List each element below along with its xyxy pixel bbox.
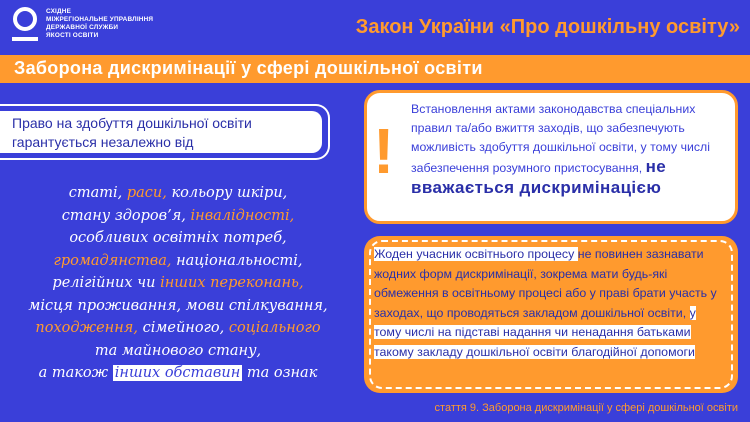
logo-line: СХІДНЕ [46,8,72,15]
criterion: а також [38,365,113,381]
criterion: та ознак [242,365,318,381]
notice-emphasis: не вважається дискримінацією [411,157,667,197]
criterion: релігійних чи [52,275,161,291]
subtitle: Заборона дискримінації у сфері дошкільної освіти [14,58,483,78]
criterion-highlight: інвалідності, [190,207,295,224]
rule-box [364,236,738,393]
logo-text [46,8,153,40]
criterion: кольору шкіри, [171,185,288,201]
criteria-line [4,362,352,385]
logo-mark-icon [12,6,38,42]
criterion-highlight: походження, [35,320,143,336]
criterion: стану здоров’я, [61,207,191,224]
criterion: національності, [176,252,303,269]
criterion: місця проживання, мови спілкування, [28,297,328,314]
criteria-line [4,205,352,228]
criterion: та майнового стану, [94,342,262,359]
logo [12,6,153,42]
rights-line-2: гарантується незалежно від [12,134,194,150]
criteria-line [4,340,352,363]
criterion: особливих освітніх потреб, [69,230,287,246]
page-title: Закон України «Про дошкільну освіту» [355,16,740,38]
criterion: статі, [68,185,127,201]
rule-part: , зокрема мати будь-які обмеження в освітньому процесі або у праві брати участь у заходах, що проводяться закладом дошкільної освіти, [374,266,717,320]
rule-part: Жоден учасник освітнього процесу [374,247,578,261]
source-caption: стаття 9. Заборона дискримінації у сфері дошкільної освіти [434,402,738,414]
criterion-highlight: раси, [126,185,172,201]
logo-line: МІЖРЕГІОНАЛЬНЕ УПРАВЛІННЯ [46,16,154,23]
criteria-line [4,227,352,250]
rights-box [0,111,322,153]
criterion-highlight: соціального [228,320,321,336]
rule-part: у тому числі на підставі надання чи ненадання батьками такому закладу дошкільної освіти благодійної допомоги [374,305,696,359]
criteria-line [4,182,352,205]
notice-box [364,90,738,224]
exclamation-icon: ! [373,115,395,187]
criterion-boxed: інших обставин [114,365,241,381]
criterion-highlight: інших переконань, [160,275,304,291]
rule-part: не повинен зазнавати жодних форм дискримінації [374,247,704,281]
subtitle-bar [0,55,750,83]
notice-text [411,100,727,199]
criteria-line [4,250,352,273]
rule-text [374,245,726,362]
notice-body: Встановлення актами законодавства спеціальних правил та/або вжиття заходів, що забезпечують можливість здобуття дошкільної освіти, у тому числі забезпечення розумного пристосування, [411,102,710,175]
criterion-highlight: громадянства, [53,252,177,269]
logo-line: ДЕРЖАВНОЇ СЛУЖБИ [46,24,119,31]
criteria-line [4,317,352,340]
criteria-line [4,272,352,295]
criterion: сімейного, [142,320,229,336]
logo-line: ЯКОСТІ ОСВІТИ [46,32,99,39]
criteria-line [4,295,352,318]
criteria-list [4,182,352,385]
rights-box-frame [0,104,330,160]
rights-line-1: Право на здобуття дошкільної освіти [12,115,252,131]
